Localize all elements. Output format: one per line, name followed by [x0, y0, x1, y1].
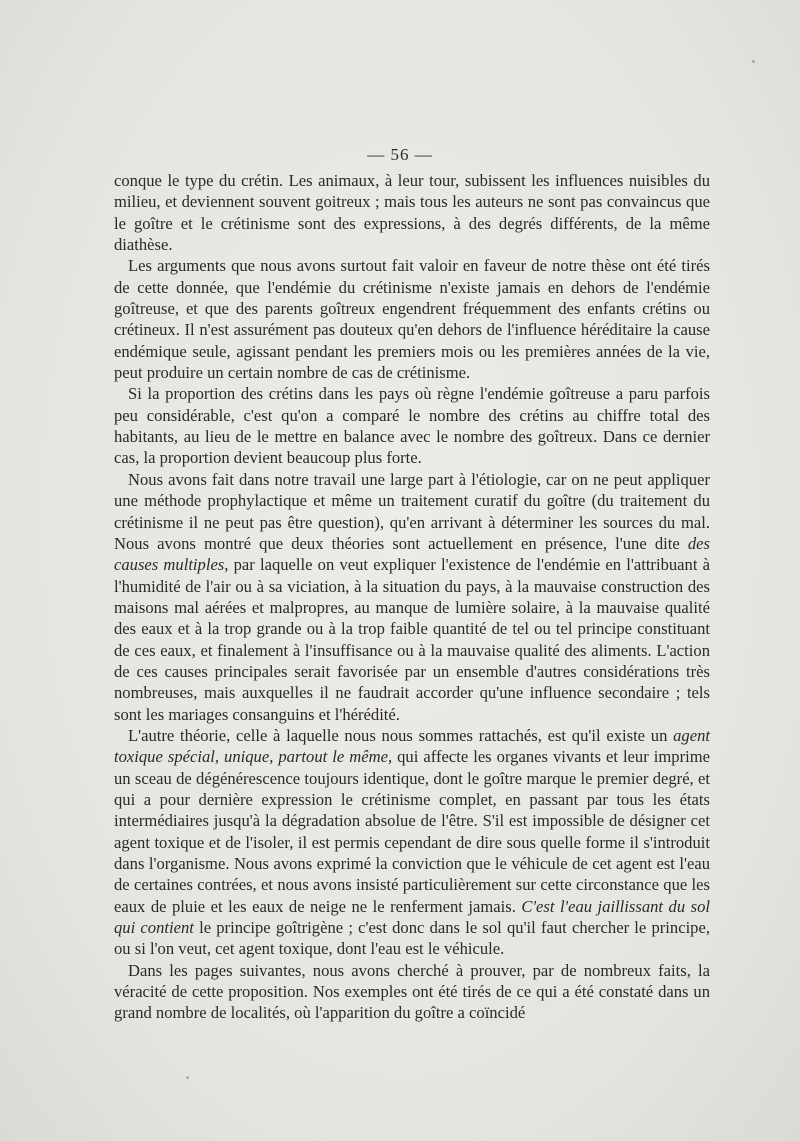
- text-run: Nous avons fait dans notre travail une large part à l'étiologie, car on ne peut appliquer une méthode prophylactique et même un traitement curatif du goître (du traitement du crétinisme il ne peut pas être question), qu'en arrivant à déterminer les sources du mal. Nous avons montré que deux théories sont actuellement en présence, l'une dite: [114, 469, 710, 553]
- paper-speck: [752, 60, 755, 63]
- italic-text: C'est l'eau jaillissant du sol qui contient: [114, 896, 710, 938]
- paragraph: [114, 170, 710, 255]
- text-run: Si la proportion des crétins dans les pays où règne l'endémie goîtreuse a paru parfois peu considérable, c'est qu'on a comparé le nombre des crétins au chiffre total des habitants, au lieu de le mettre en balance avec le nombre des goîtreux. Dans ce dernier cas, la proportion devient beaucoup plus forte.: [114, 384, 710, 468]
- italic-text: agent toxique spécial, unique, partout le même,: [114, 725, 710, 767]
- paragraph: [114, 383, 710, 468]
- text-run: qui affecte les organes vivants et leur imprime un sceau de dégénérescence toujours identique, dont le goître marque le premier degré, et qui a pour dernière expression le crétinisme complet, en passant par tous les états intermédiaires jusqu'à la dégradation absolue de l'être. S'il est impossible de désigner cet agent toxique et de l'isoler, il est permis cependant de dire sous quelle forme il s'introduit dans l'organisme. Nous avons exprimé la conviction que le véhicule de cet agent est l'eau de certaines contrées, et nous avons insisté particulièrement sur cette circonstance que les eaux de pluie et les eaux de neige ne le renferment jamais.: [114, 747, 710, 916]
- paragraph: [114, 725, 710, 960]
- paragraph: [114, 255, 710, 383]
- text-run: , par laquelle on veut expliquer l'existence de l'endémie en l'attribuant à l'humidité de l'air ou à sa viciation, à la situation du pays, à la mauvaise construction des maisons mal aérées et malpropres, au manque de lumière solaire, à la mauvaise qualité des eaux et à la trop grande ou à la trop faible quantité de tel ou tel principe constituant de ces eaux, et finalement à l'insuffisance ou à la mauvaise qualité des aliments. L'action de ces causes principales serait favorisée par un ensemble d'autres considérations très nombreuses, mais auxquelles il ne faudrait accorder qu'une influence secondaire ; tels sont les mariages consanguins et l'hérédité.: [114, 555, 710, 724]
- italic-text: des causes multiples: [114, 533, 710, 575]
- text-run: Dans les pages suivantes, nous avons cherché à prouver, par de nombreux faits, la véracité de cette proposition. Nos exemples ont été tirés de ce qui a été constaté dans un grand nombre de localités, où l'apparition du goître a coïncidé: [114, 960, 710, 1023]
- page-number: — 56 —: [367, 145, 433, 164]
- paragraph: [114, 960, 710, 1024]
- body-text: [114, 170, 710, 1024]
- text-run: le principe goîtrigène ; c'est donc dans le sol qu'il faut chercher le principe, ou si l'on veut, cet agent toxique, dont l'eau est le véhicule.: [114, 918, 710, 959]
- text-run: L'autre théorie, celle à laquelle nous nous sommes rattachés, est qu'il existe un: [128, 725, 674, 745]
- paragraph: [114, 469, 710, 725]
- paper-speck: [186, 1076, 189, 1079]
- text-run: Les arguments que nous avons surtout fait valoir en faveur de notre thèse ont été tirés de cette donnée, que l'endémie du crétinisme n'existe jamais en dehors de l'endémie goîtreuse, et que des parents goîtreux engendrent fréquemment des enfants crétins ou crétineux. Il n'est assurément pas douteux qu'en dehors de l'influence héréditaire la cause endémique seule, agissant pendant les premiers mois ou les premières années de la vie, peut produire un certain nombre de cas de crétinisme.: [114, 256, 710, 383]
- text-run: conque le type du crétin. Les animaux, à leur tour, subissent les influences nuisibles du milieu, et deviennent souvent goitreux ; mais tous les auteurs ne sont pas convaincus que le goître et le crétinisme sont des expressions, à des degrés différents, de la même diathèse.: [114, 171, 710, 255]
